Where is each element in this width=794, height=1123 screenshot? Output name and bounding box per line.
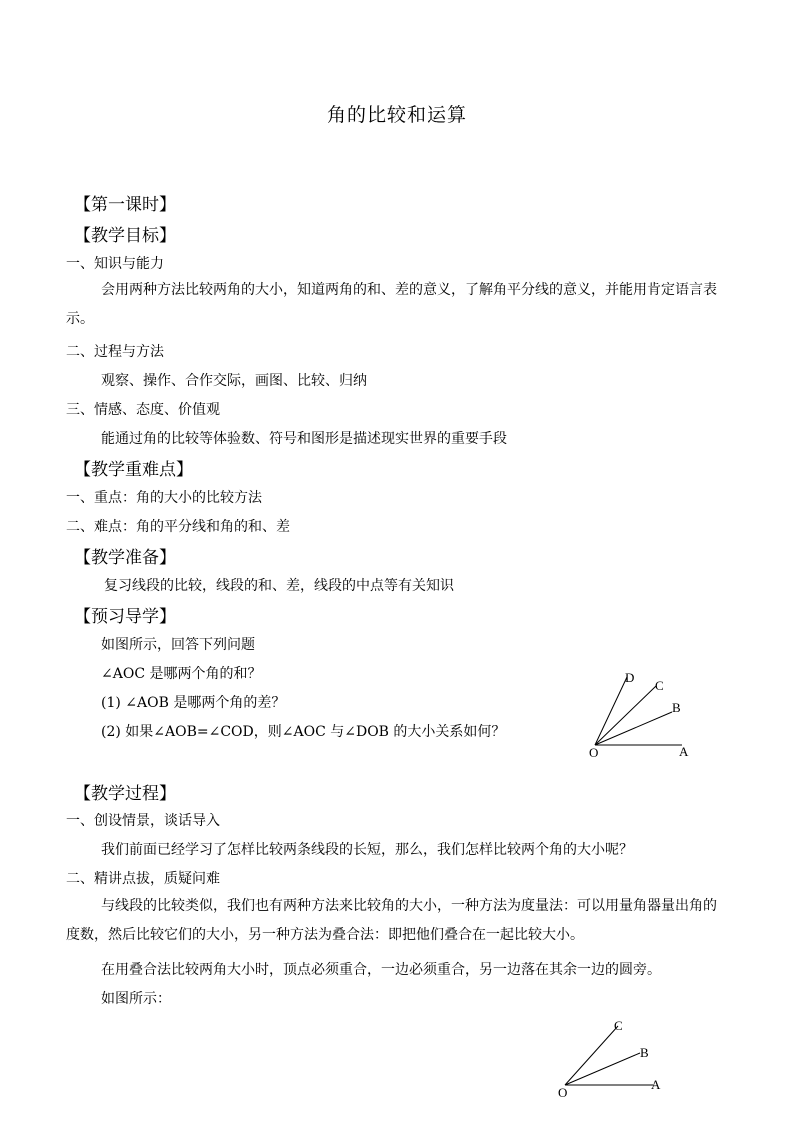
objectives-section-1-text: 会用两种方法比较两角的大小，知道两角的和、差的意义，了解角平分线的意义，并能用肯定语言表示。 (66, 282, 717, 327)
keypoints-heading: 【教学重难点】 (74, 460, 193, 480)
preview-intro: 如图所示，回答下列问题 (101, 637, 255, 653)
process-section-1-text: 我们前面已经学习了怎样比较两条线段的长短，那么，我们怎样比较两个角的大小呢？ (101, 842, 633, 858)
process-section-2-paragraph-3: 如图所示： (101, 991, 171, 1007)
process-heading: 【教学过程】 (74, 784, 176, 804)
preview-question-2: (2) 如果∠AOB=∠COD，则∠AOC 与∠DOB 的大小关系如何？ (101, 724, 506, 740)
preview-question-0: ∠AOC 是哪两个角的和？ (101, 666, 262, 682)
lesson-heading: 【第一课时】 (74, 195, 176, 215)
process-section-2-title: 二、精讲点拔，质疑问难 (66, 871, 220, 887)
label-c: C (614, 1018, 623, 1033)
objectives-section-3-title: 三、情感、态度、价值观 (66, 402, 220, 418)
process-section-2-paragraph-1: 与线段的比较类似，我们也有两种方法来比较角的大小，一种方法为度量法：可以用量角器量出角的度数，然后比较它们的大小，另一种方法为叠合法：即把他们叠合在一起比较大小。 (66, 898, 717, 943)
objectives-section-1-title: 一、知识与能力 (66, 256, 164, 272)
objectives-section-2-text: 观察、操作、合作交际，画图、比较、归纳 (101, 373, 367, 389)
keypoint-2: 二、难点：角的平分线和角的和、差 (66, 519, 290, 535)
prep-text: 复习线段的比较，线段的和、差，线段的中点等有关知识 (104, 578, 454, 594)
ray-oc (565, 1026, 618, 1085)
ray-ob (565, 1053, 640, 1085)
preview-heading: 【预习导学】 (74, 607, 176, 627)
prep-heading: 【教学准备】 (74, 548, 176, 568)
label-a: A (679, 744, 689, 759)
ray-oc (595, 686, 656, 745)
ray-ob (595, 712, 672, 745)
label-d: D (625, 670, 635, 685)
keypoint-1: 一、重点：角的大小的比较方法 (66, 490, 262, 506)
label-b: B (640, 1045, 649, 1060)
process-section-1-title: 一、创设情景，谈话导入 (66, 813, 220, 829)
objectives-section-3-text: 能通过角的比较等体验数、符号和图形是描述现实世界的重要手段 (101, 431, 507, 447)
angle-figure-2 (550, 1014, 670, 1104)
label-a: A (651, 1077, 661, 1092)
preview-question-1: (1) ∠AOB 是哪两个角的差？ (101, 695, 286, 711)
objectives-heading: 【教学目标】 (74, 226, 176, 246)
ray-od (595, 677, 627, 745)
label-o: O (558, 1085, 568, 1100)
angle-figure-1 (580, 662, 700, 762)
objectives-section-2-title: 二、过程与方法 (66, 344, 164, 360)
label-c: C (655, 678, 664, 693)
label-b: B (672, 700, 681, 715)
page-title: 角的比较和运算 (326, 104, 467, 126)
label-o: O (589, 745, 599, 760)
process-section-2-paragraph-2: 在用叠合法比较两角大小时，顶点必须重合，一边必须重合，另一边落在其余一边的圆旁。 (101, 962, 661, 978)
